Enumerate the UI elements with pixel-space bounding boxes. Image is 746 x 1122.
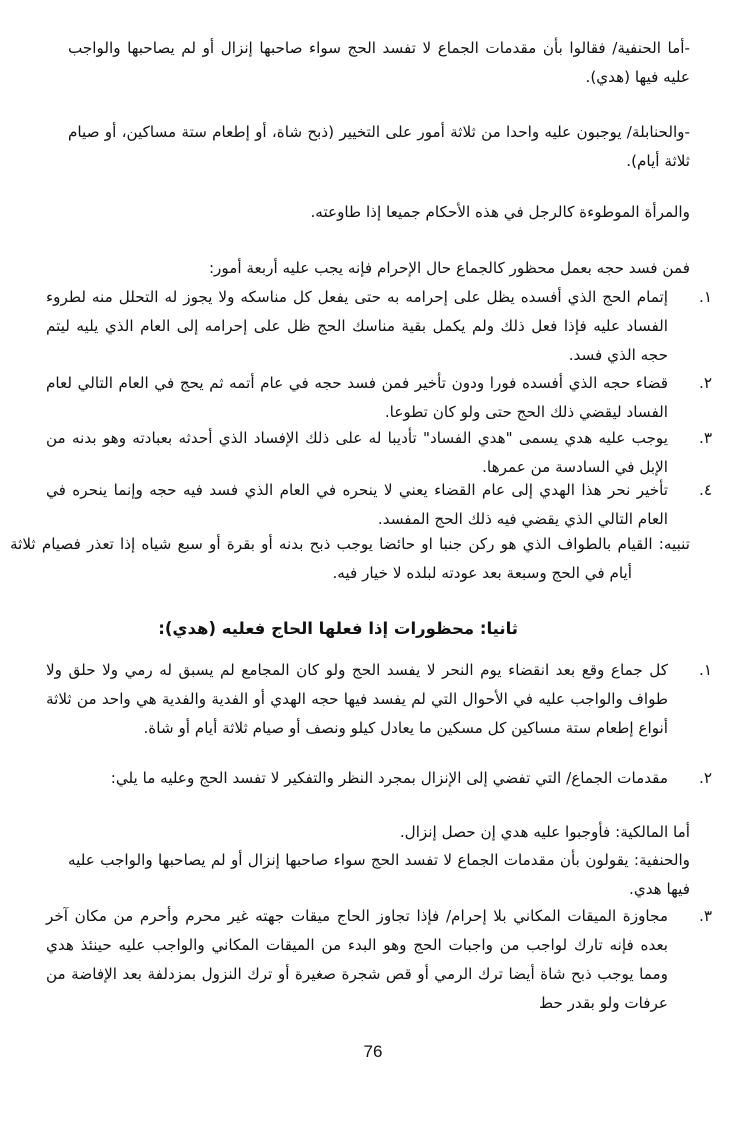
page-number: 76 — [363, 1042, 383, 1061]
list-item-text: قضاء حجه الذي أفسده فورا ودون تأخير فمن فسد حجه في عام أتمه ثم يحج في العام التالي لعام الفساد ليقضي ذلك الحج حتى ولو كان تطوعا. — [46, 374, 668, 421]
list-item — [46, 764, 712, 793]
list-item-number: ١. — [699, 661, 712, 679]
list-item — [46, 369, 712, 427]
list-item-text: مجاوزة الميقات المكاني بلا إحرام/ فإذا تجاوز الحاج ميقات جهته غير محرم وأحرم من مكان آخر بعده فإنه تارك لواجب من واجبات الحج وهو البدء من الميقات المكاني والواجب عليه حينئذ هدي ومما يوجب ذبح شاة أيضا ترك الرمي أو قص شجرة صغيرة أو ترك النزول بمزدلفة بعد الإفاضة من عرفات ولو بقدر حط — [46, 907, 668, 1012]
list-item — [46, 283, 712, 370]
section-heading: ثانيا: محظورات إذا فعلها الحاج فعليه (هدي): — [158, 619, 518, 638]
list-item-text: إتمام الحج الذي أفسده يظل على إحرامه به حتى يفعل كل مناسكه ولا يجوز له التحلل منه لطروء الفساد عليه فإذا فعل ذلك ولم يكمل بقية مناسك الحج ظل على إحرامه إلى العام الذي يليه ليتم حجه الذي فسد. — [46, 288, 668, 364]
list-item — [46, 902, 712, 1018]
paragraph-woman-ruling: والمرأة الموطوءة كالرجل في هذه الأحكام جميعا إذا طاوعته. — [310, 203, 690, 221]
list-item — [46, 424, 712, 482]
paragraph-note: تنبيه: القيام بالطواف الذي هو ركن جنبا او حائضا يوجب ذبح بدنه أو بقرة أو سبع شياه إذا تعذر فصيام ثلاثة أيام في الحج وسبعة بعد عودته لبلده لا خيار فيه. — [10, 535, 690, 582]
list-item-text: كل جماع وقع بعد انقضاء يوم النحر لا يفسد الحج ولو كان المجامع لم يسبق له رمي ولا حلق ولا طواف والواجب عليه في الأحوال التي لم يفسد فيها حجه الهدي أو الفدية والفدية هي واحد من ثلاثة أنواع إطعام ستة مساكين كل مسكين ما يعادل كيلو ونصف أو صيام ثلاثة أيام أو شاة. — [46, 661, 668, 737]
list-item-number: ٣. — [699, 907, 712, 925]
list-item-number: ١. — [699, 288, 712, 306]
list-item-number: ٤. — [699, 481, 712, 499]
list-item-number: ٣. — [699, 429, 712, 447]
list-item-number: ٢. — [699, 374, 712, 392]
paragraph-four-obligations-intro: فمن فسد حجه بعمل محظور كالجماع حال الإحرام فإنه يجب عليه أربعة أمور: — [208, 259, 690, 277]
paragraph-hanabila-opinion: -والحنابلة/ يوجبون عليه واحدا من ثلاثة أمور على التخيير (ذبح شاة، أو إطعام ستة مساكين، أو صيام ثلاثة أيام). — [68, 123, 690, 170]
paragraph-hanafi-opinion-2: والحنفية: يقولون بأن مقدمات الجماع لا تفسد الحج سواء صاحبها إنزال أو لم يصاحبها والواجب عليه فيها هدي. — [68, 851, 690, 898]
list-item — [46, 656, 712, 743]
list-item-text: يوجب عليه هدي يسمى "هدي الفساد" تأديبا له على ذلك الإفساد الذي أحدثه بعبادته وهو بدنه من الإبل في السادسة من عمرها. — [46, 429, 668, 476]
list-item-text: مقدمات الجماع/ التي تفضي إلى الإنزال بمجرد النظر والتفكير لا تفسد الحج وعليه ما يلي: — [110, 769, 668, 787]
list-item — [46, 476, 712, 534]
list-item-number: ٢. — [699, 769, 712, 787]
paragraph-maliki-opinion: أما المالكية: فأوجبوا عليه هدي إن حصل إنزال. — [399, 823, 690, 841]
paragraph-hanafi-opinion: -أما الحنفية/ فقالوا بأن مقدمات الجماع لا تفسد الحج سواء صاحبها إنزال أو لم يصاحبها والواجب عليه فيها (هدي). — [68, 39, 690, 86]
list-item-text: تأخير نحر هذا الهدي إلى عام القضاء يعني لا ينحره في العام الذي فسد فيه حجه وإنما ينحره في العام التالي الذي يقضي فيه ذلك الحج المفسد. — [46, 481, 668, 528]
